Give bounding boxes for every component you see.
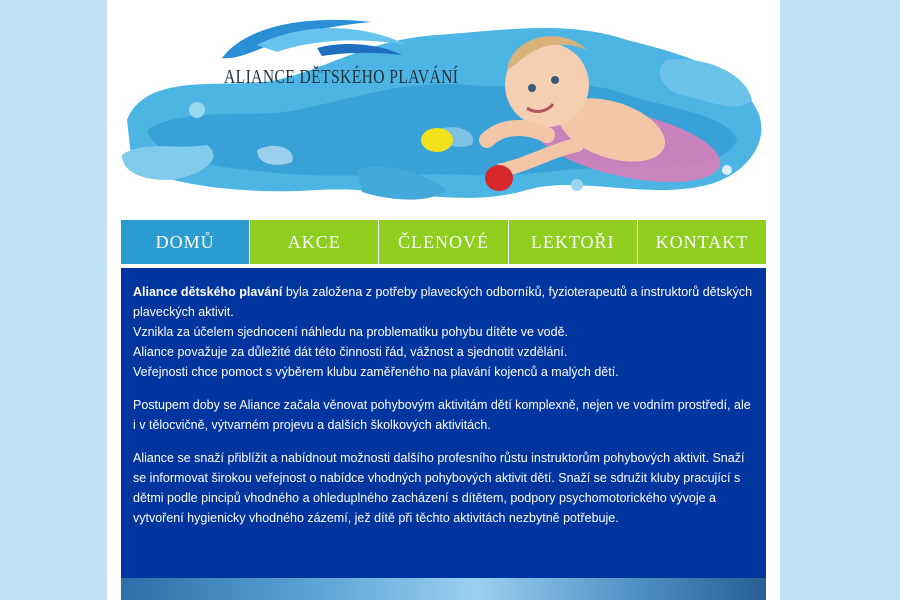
- intro-text: byla založena z potřeby plaveckých odborníků, fyzioterapeutů a instruktorů dětských plaveckých aktivit.: [133, 285, 753, 319]
- intro-line-3: Aliance považuje za důležité dát této činnosti řád, vážnost a sjednotit vzdělání.: [133, 345, 568, 359]
- header-banner: [107, 0, 780, 220]
- intro-bold-name: Aliance dětského plavání: [133, 285, 283, 299]
- main-navigation: [121, 220, 766, 264]
- nav-item-clenove[interactable]: ČLENOVÉ: [379, 220, 508, 264]
- third-paragraph: Aliance se snaží přiblížit a nabídnout možnosti dalšího profesního růstu instruktorům pohybových aktivit. Snaží se informovat širokou veřejnost o nabídce vhodných pohybových aktivit dětí. Snaží se sdružit kluby pracující s dětmi podle pincipů vhodného a ohleduplného zacházení s dítětem, podpory psychomotorického vývoje a vytvoření hygienicky vhodného zázemí, jež dítě při těchto aktivitách nezbytně potřebuje.: [133, 451, 745, 525]
- intro-line-2: Vznikla za účelem sjednocení náhledu na problematiku pohybu dítěte ve vodě.: [133, 325, 569, 339]
- second-paragraph: Postupem doby se Aliance začala věnovat pohybovým aktivitám dětí komplexně, nejen ve vodním prostředí, ale i v tělocvičně, výtvarném projevu a dalších školkových aktivitách.: [133, 398, 751, 432]
- footer-photo-strip: [121, 578, 766, 600]
- intro-paragraph: [133, 282, 754, 382]
- nav-item-akce[interactable]: AKCE: [250, 220, 379, 264]
- nav-item-lektori[interactable]: LEKTOŘI: [509, 220, 638, 264]
- swimming-baby-illustration: [107, 0, 780, 220]
- intro-line-4: Veřejnosti chce pomoct s výběrem klubu zaměřeného na plavání kojenců a malých dětí.: [133, 365, 619, 379]
- nav-item-domu[interactable]: DOMŮ: [121, 220, 250, 264]
- nav-item-kontakt[interactable]: KONTAKT: [638, 220, 766, 264]
- main-content: [121, 268, 766, 578]
- page-container: [107, 0, 780, 600]
- site-logo-text[interactable]: ALIANCE DĚTSKÉHO PLAVÁNÍ: [224, 66, 459, 88]
